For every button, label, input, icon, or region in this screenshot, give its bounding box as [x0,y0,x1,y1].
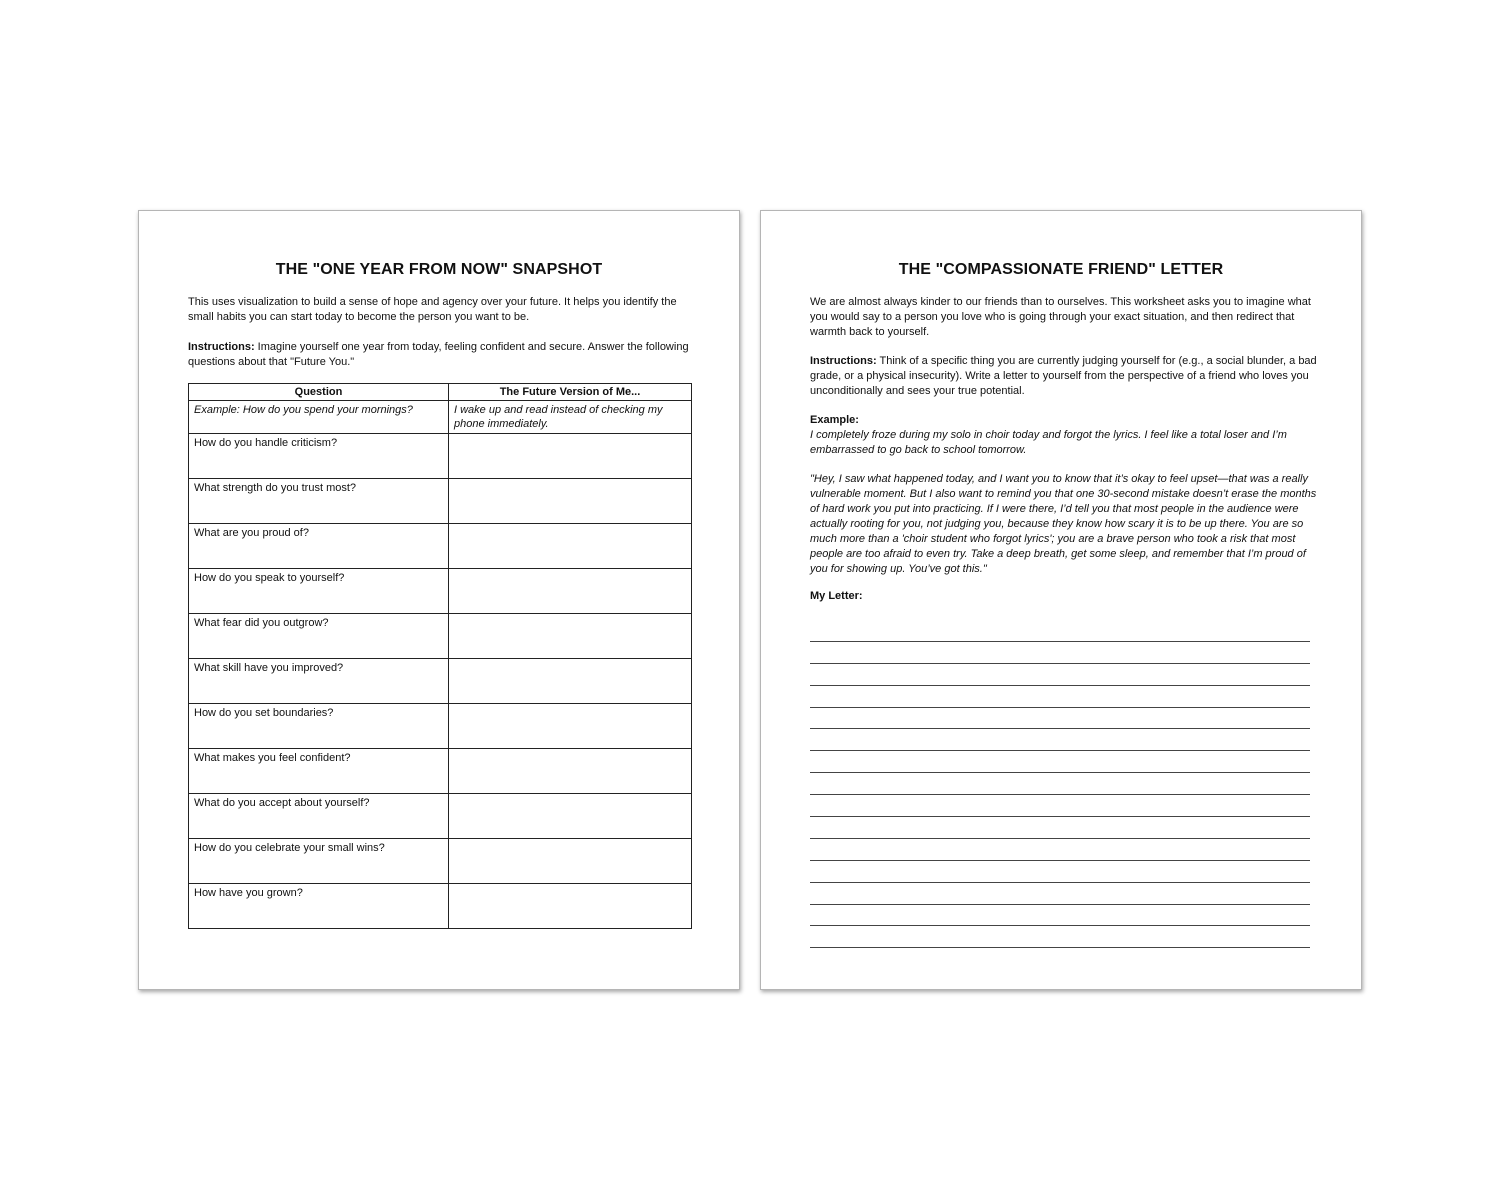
table-row [189,884,692,929]
writing-line[interactable] [810,686,1310,708]
writing-line[interactable] [810,905,1310,927]
example-letter: "Hey, I saw what happened today, and I want you to know that it’s okay to feel upset—that was a really vulnerable moment. But I also want to remind you that one 30-second mistake doesn’t erase the months of hard work you put into practicing. If I were there, I’d tell you that most people in the audience were actually rooting for you, not judging you, because they know how scary it is to be up there. You are so much more than a 'choir student who forgot lyrics'; you are a brave person who took a risk that most people are too afraid to even try. Take a deep breath, get some sleep, and remember that I’m proud of you for showing up. You’ve got this." [810,473,1317,575]
column-header-question: Question [189,384,449,401]
table-row [189,479,692,524]
writing-line[interactable] [810,883,1310,905]
table-row [189,569,692,614]
column-header-future-me: The Future Version of Me... [449,384,692,401]
instructions-paragraph [188,340,694,370]
question-cell: How do you celebrate your small wins? [189,839,449,884]
instructions-label: Instructions: [810,355,877,367]
writing-line[interactable] [810,861,1310,883]
example-block [810,413,1320,458]
table-row [189,614,692,659]
answer-cell[interactable] [449,749,692,794]
answer-cell[interactable] [449,839,692,884]
question-cell: How have you grown? [189,884,449,929]
example-situation: I completely froze during my solo in choir today and forgot the lyrics. I feel like a total loser and I’m embarrassed to go back to school tomorrow. [810,429,1287,456]
intro-paragraph: We are almost always kinder to our friends than to ourselves. This worksheet asks you to imagine what you would say to a person you love who is going through your exact situation, and then redirect that warmth back to yourself. [810,296,1311,338]
worksheet-page-compassionate-letter [760,210,1362,990]
writing-line[interactable] [810,708,1310,730]
answer-cell[interactable] [449,614,692,659]
answer-cell[interactable] [449,524,692,569]
answer-cell[interactable] [449,794,692,839]
question-cell: How do you speak to yourself? [189,569,449,614]
instructions-label: Instructions: [188,341,255,353]
writing-line[interactable] [810,926,1310,948]
page-title: THE "ONE YEAR FROM NOW" SNAPSHOT [275,261,603,278]
question-cell: What strength do you trust most? [189,479,449,524]
writing-line[interactable] [810,817,1310,839]
table-header-row [189,384,692,401]
table-row [189,524,692,569]
writing-line[interactable] [810,664,1310,686]
page-title: THE "COMPASSIONATE FRIEND" LETTER [898,261,1224,278]
question-cell: What are you proud of? [189,524,449,569]
example-row [189,401,692,434]
letter-writing-area [810,620,1310,948]
table-row [189,749,692,794]
writing-line[interactable] [810,839,1310,861]
example-question: Example: How do you spend your mornings? [189,401,449,434]
table-row [189,434,692,479]
intro-paragraph: This uses visualization to build a sense of hope and agency over your future. It helps you identify the small habits you can start today to become the person you want to be. [188,296,677,323]
answer-cell[interactable] [449,659,692,704]
question-cell: What fear did you outgrow? [189,614,449,659]
instructions-text: Think of a specific thing you are currently judging yourself for (e.g., a social blunder, a bad grade, or a physical insecurity). Write a letter to yourself from the perspective of a friend who loves you unconditionally and sees your true potential. [810,355,1317,397]
snapshot-table [188,383,692,929]
answer-cell[interactable] [449,434,692,479]
writing-line[interactable] [810,620,1310,642]
my-letter-label: My Letter: [810,590,863,602]
question-cell: How do you set boundaries? [189,704,449,749]
example-answer: I wake up and read instead of checking my phone immediately. [449,401,692,434]
answer-cell[interactable] [449,704,692,749]
worksheet-page-one-year [138,210,740,990]
question-cell: What skill have you improved? [189,659,449,704]
answer-cell[interactable] [449,884,692,929]
writing-line[interactable] [810,751,1310,773]
answer-cell[interactable] [449,479,692,524]
table-row [189,794,692,839]
question-cell: What do you accept about yourself? [189,794,449,839]
question-cell: What makes you feel confident? [189,749,449,794]
writing-line[interactable] [810,729,1310,751]
writing-line[interactable] [810,642,1310,664]
instructions-text: Imagine yourself one year from today, feeling confident and secure. Answer the following questions about that "Future You." [188,341,689,368]
table-row [189,659,692,704]
writing-line[interactable] [810,795,1310,817]
table-row [189,839,692,884]
answer-cell[interactable] [449,569,692,614]
writing-line[interactable] [810,773,1310,795]
my-letter-heading [810,589,1320,604]
example-label: Example: [810,414,859,426]
instructions-paragraph [810,354,1320,399]
table-row [189,704,692,749]
question-cell: How do you handle criticism? [189,434,449,479]
